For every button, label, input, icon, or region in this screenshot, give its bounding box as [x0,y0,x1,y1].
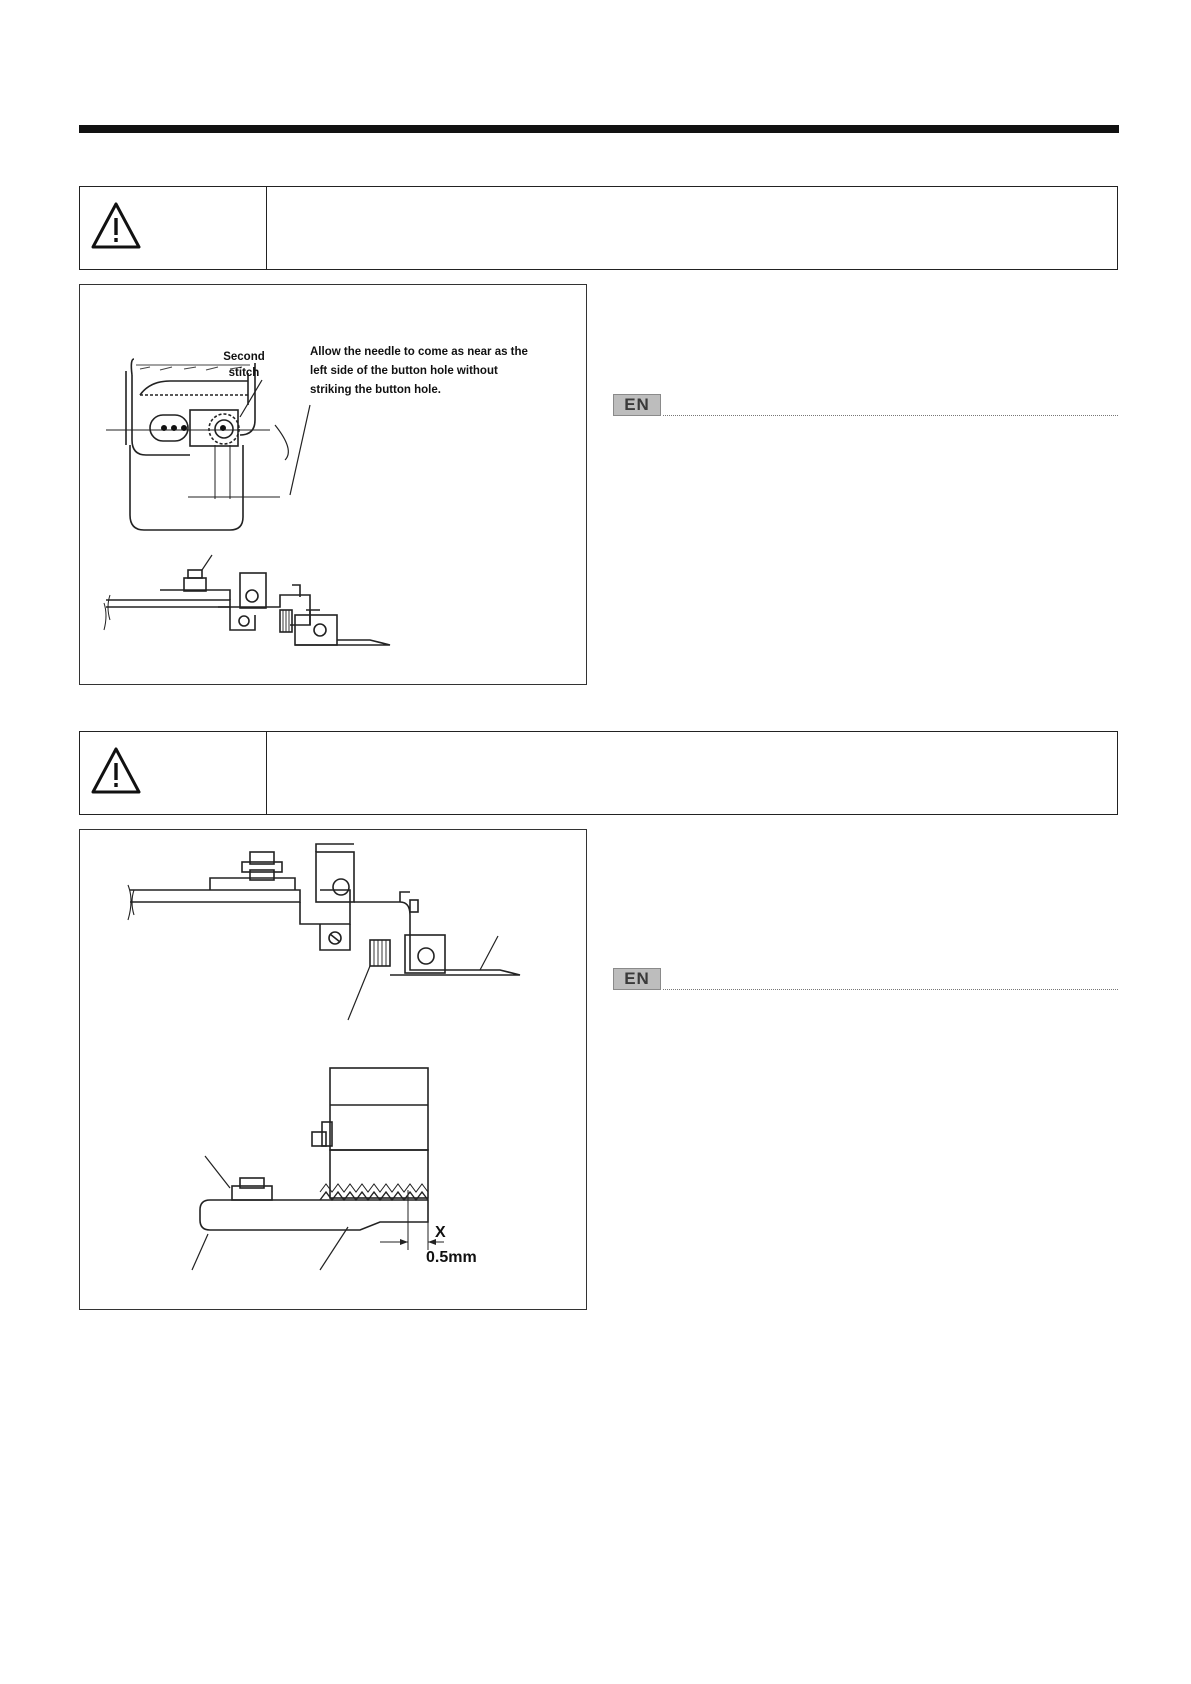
caution-text-cell [270,732,1117,814]
note-line-1: Allow the needle to come as near as the [310,346,528,358]
caution-icon-cell [80,187,267,269]
note-line-2: left side of the button hole without [310,365,498,377]
figure-2-drawing [80,830,588,1311]
warning-triangle-icon [90,201,142,251]
caution-icon-cell [80,732,267,814]
language-row-2 [613,968,1118,994]
figure-presser-clearance [79,829,587,1310]
header-rule [79,125,1119,133]
label-second-stitch-line1: Second [223,351,265,363]
note-line-3: striking the button hole. [310,384,441,396]
caution-text-cell [270,187,1117,269]
language-row-1 [613,394,1118,420]
dotted-divider [663,989,1118,990]
language-badge: EN [613,968,661,990]
figure-button-hole-needle [79,284,587,685]
figure-1-drawing [80,285,588,686]
caution-box-1 [79,186,1118,270]
dotted-divider [663,415,1118,416]
dimension-label-x: X [435,1224,446,1241]
dimension-label-value: 0.5mm [426,1249,477,1266]
label-second-stitch-line2: stitch [228,367,260,379]
caution-box-2 [79,731,1118,815]
language-badge: EN [613,394,661,416]
warning-triangle-icon [90,746,142,796]
